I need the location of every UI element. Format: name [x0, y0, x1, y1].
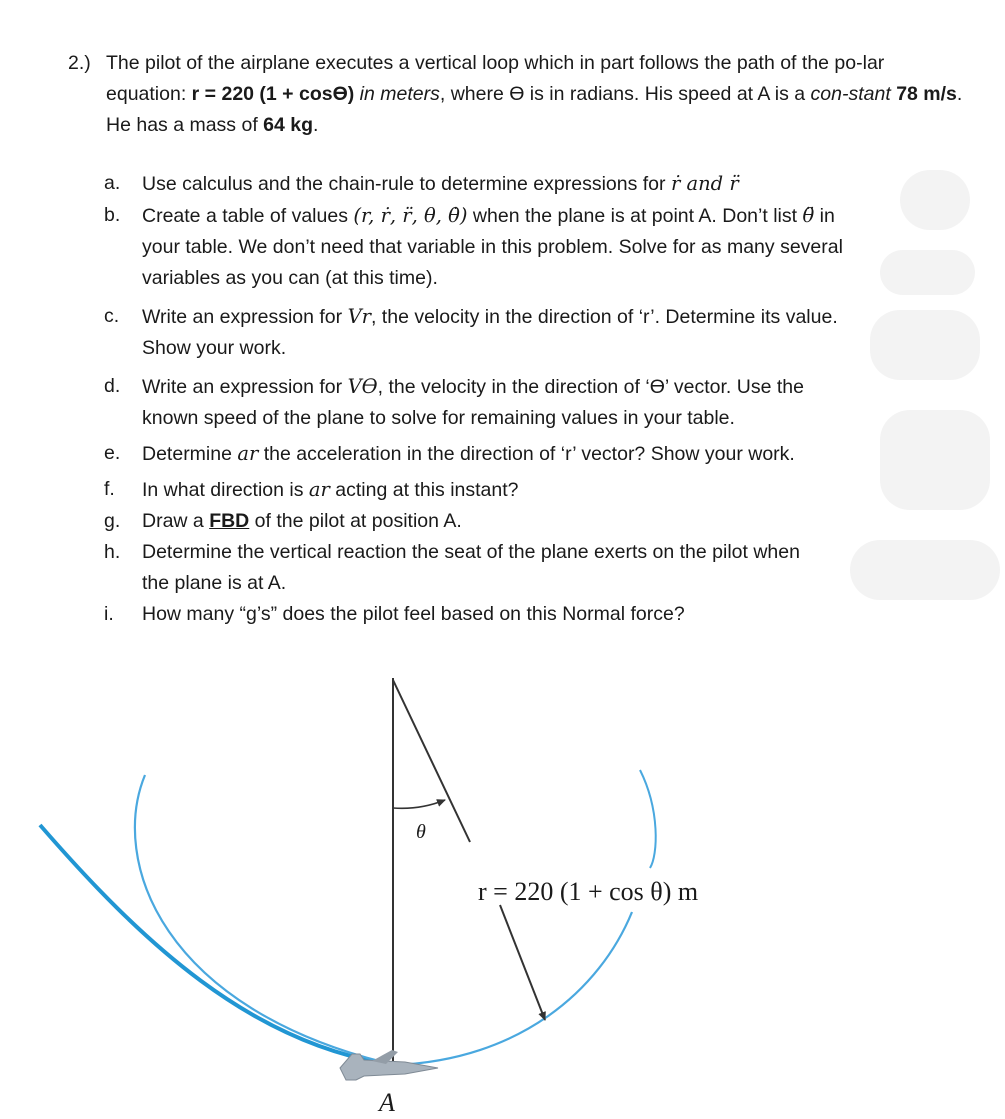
math-expression: ar — [237, 442, 259, 465]
theta-label: θ — [416, 821, 426, 843]
math-expression: ar — [308, 478, 330, 501]
question-text: Use calculus and the chain-rule to determine expressions for — [142, 173, 671, 195]
question-text: How many “g’s” does the pilot feel based on this Normal force? — [142, 603, 685, 625]
question-label: a. — [104, 172, 121, 194]
intro-units: in meters — [354, 83, 440, 105]
question-c — [104, 301, 842, 364]
question-d — [104, 371, 857, 434]
speed-value: 78 m/s — [896, 83, 957, 105]
question-text: Draw a — [142, 510, 210, 532]
math-expression: ṙ and r̈ — [670, 172, 739, 195]
question-label: f. — [104, 478, 115, 500]
question-label: g. — [104, 510, 121, 532]
question-text: Determine — [142, 443, 238, 465]
approach-path — [40, 825, 395, 1065]
intro-text: The pilot of the airplane executes a vertical loop which in part follows the path of the po-lar equation: — [106, 52, 885, 105]
loop-arc-right — [395, 912, 632, 1065]
math-expression: Vr — [347, 305, 371, 328]
intro-constant: con-stant — [810, 83, 891, 105]
question-text: , the velocity in the direction of ‘ϴ’ vector. Use the known speed of the plane to solve for remaining values in your table. — [142, 376, 804, 429]
fbd-link[interactable]: FBD — [209, 510, 250, 532]
question-text: acting at this instant? — [329, 479, 519, 501]
radius-arrow — [500, 905, 545, 1020]
loop-diagram — [0, 640, 1005, 1119]
math-expression: (r, ṙ, r̈, θ, θ̇) — [353, 204, 468, 227]
intro-text: . He has a mass of — [106, 83, 963, 136]
radius-equation-label: r = 220 (1 + cos θ) m — [478, 877, 699, 906]
question-g — [104, 506, 894, 537]
airplane-icon — [340, 1050, 438, 1080]
question-text: the acceleration in the direction of ‘r’ vector? Show your work. — [258, 443, 795, 465]
question-label: b. — [104, 204, 121, 226]
question-h — [104, 537, 802, 599]
radius-line-upper — [393, 680, 470, 842]
question-a — [104, 168, 894, 200]
point-a-label: A — [379, 1088, 395, 1117]
background-smudge — [880, 410, 990, 510]
question-text: Determine the vertical reaction the seat of the plane exerts on the pilot when the plane is at A. — [142, 541, 800, 594]
math-expression: Vϴ — [347, 375, 378, 398]
polar-equation: r = 220 (1 + cosϴ) — [191, 83, 355, 105]
question-text: Create a table of values — [142, 205, 354, 227]
question-text: when the plane is at point A. Don’t list — [467, 205, 803, 227]
question-i — [104, 599, 894, 630]
question-label: i. — [104, 603, 114, 625]
question-text: , the velocity in the direction of ‘r’. Determine its value. Show your work. — [142, 306, 838, 359]
background-smudge — [900, 170, 970, 230]
question-text: Write an expression for — [142, 376, 348, 398]
problem-statement — [68, 48, 968, 141]
mass-value: 64 kg — [263, 114, 314, 136]
question-f — [104, 474, 894, 506]
loop-arc-right-upper — [640, 770, 656, 868]
theta-arc-arrow — [393, 800, 445, 808]
question-label: c. — [104, 305, 120, 327]
question-text: in your table. We don’t need that variable in this problem. Solve for as many several variables as you can (at this time). — [142, 205, 843, 289]
math-expression: θ̈ — [802, 204, 815, 227]
question-text: In what direction is — [142, 479, 309, 501]
question-e — [104, 438, 894, 470]
background-smudge — [880, 250, 975, 295]
question-label: e. — [104, 442, 121, 464]
question-text: of the pilot at position A. — [249, 510, 462, 532]
question-label: h. — [104, 541, 121, 563]
intro-text: , where ϴ is in radians. His speed at A is a — [439, 83, 811, 105]
question-list — [104, 168, 894, 630]
question-label: d. — [104, 375, 121, 397]
question-text: Write an expression for — [142, 306, 348, 328]
question-b — [104, 200, 857, 294]
problem-intro: The pilot of the airplane executes a vertical loop which in part follows the path of the po-lar equation: r = 220 (1 + cosϴ) in meters, where ϴ is in radians. His speed at A is a con-stant 78 m/s. He has a mass of 64 kg. — [106, 52, 963, 136]
problem-number: 2.) — [68, 52, 91, 74]
